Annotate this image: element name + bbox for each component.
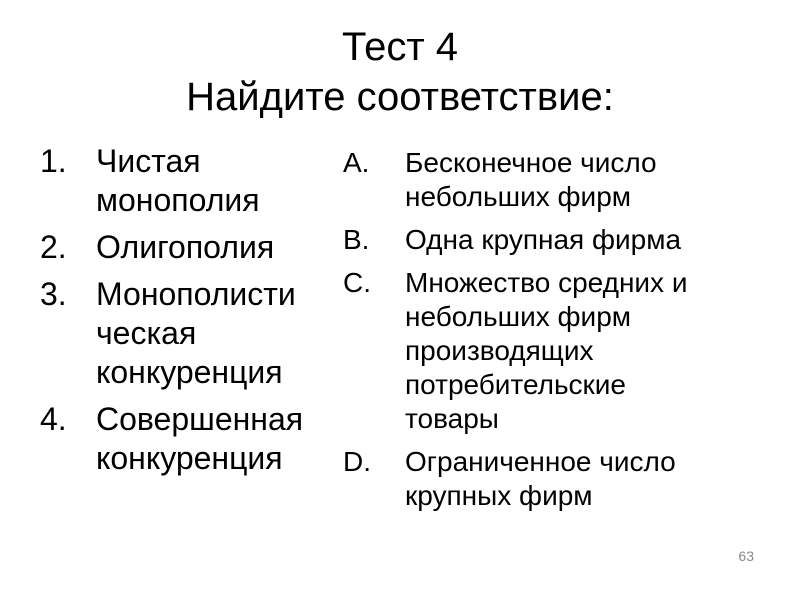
market-types-list <box>40 142 340 486</box>
list-item-text: Одна крупная фирма <box>405 224 682 255</box>
list-item-text: Монополисти ческая конкуренция <box>96 276 296 390</box>
page-number: 63 <box>738 548 754 564</box>
list-item <box>343 146 763 214</box>
list-item <box>40 142 340 220</box>
slide-title-line-1: Тест 4 <box>341 25 459 69</box>
list-item-text: Олигополия <box>96 229 275 265</box>
list-item-text: Множество средних и небольших фирм производящих потребительские товары <box>405 267 688 434</box>
list-item <box>343 223 763 257</box>
list-item-text: Совершенная конкуренция <box>96 401 304 476</box>
descriptions-list <box>343 146 763 522</box>
list-number: 4. <box>40 401 67 437</box>
slide-title-line-2: Найдите соответствие: <box>186 75 614 119</box>
list-number: 1. <box>40 143 67 179</box>
list-item-text: Ограниченное число крупных фирм <box>405 446 676 511</box>
list-number: 2. <box>40 229 67 265</box>
list-item <box>40 228 340 267</box>
list-item <box>343 445 763 513</box>
list-item-text: Бесконечное число небольших фирм <box>405 147 657 212</box>
list-letter: C. <box>343 267 371 298</box>
list-item <box>343 266 763 436</box>
slide-title <box>0 22 800 122</box>
list-letter: B. <box>343 224 370 255</box>
list-number: 3. <box>40 276 67 312</box>
list-letter: D. <box>343 446 371 477</box>
list-item <box>40 275 340 392</box>
list-item-text: Чистая монополия <box>96 143 260 218</box>
list-letter: A. <box>343 147 370 178</box>
list-item <box>40 400 340 478</box>
